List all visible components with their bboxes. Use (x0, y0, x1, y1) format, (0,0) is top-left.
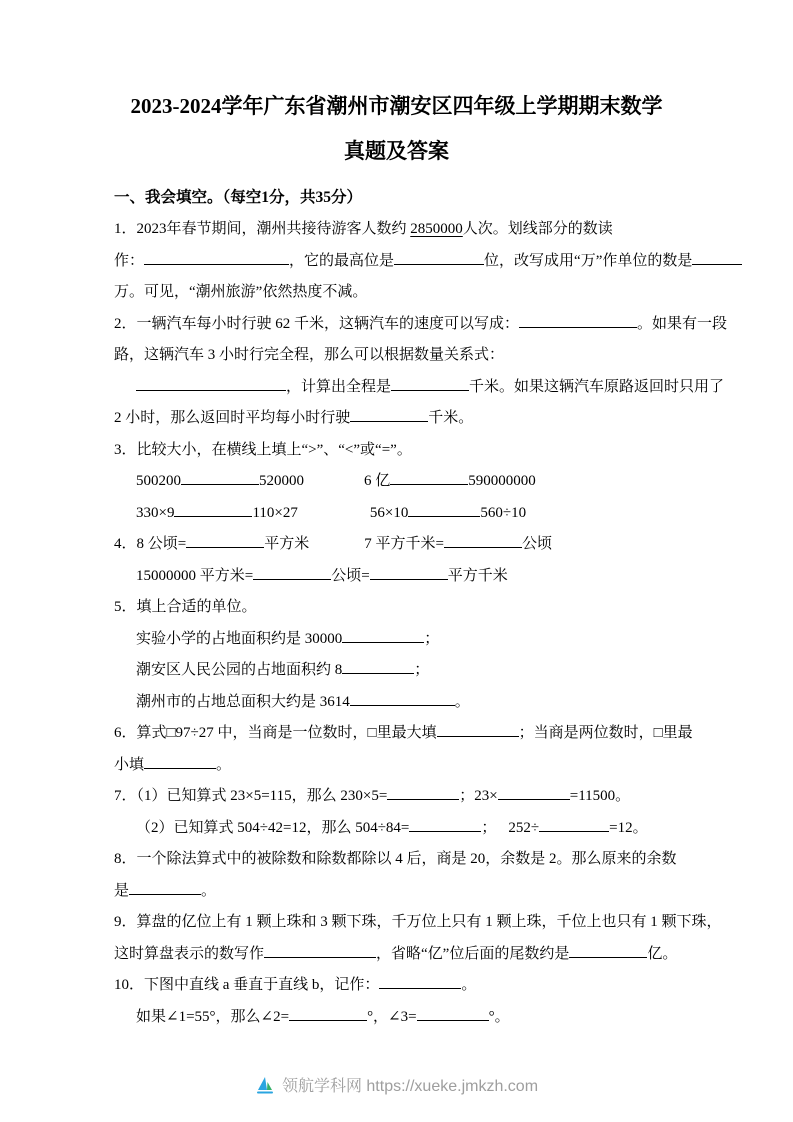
q9-line2 (114, 939, 679, 971)
text-segment: 。 (454, 693, 470, 710)
answer-blank (253, 578, 331, 580)
answer-blank (444, 546, 522, 548)
text-segment: ； (481, 819, 497, 836)
text-segment: 作： (114, 252, 145, 269)
title-line-2: 真题及答案 (344, 139, 449, 163)
text-segment: 15000000 平方米= (136, 567, 254, 584)
text-segment: 2 小时，那么返回时平均每小时行驶 (114, 410, 351, 426)
text-segment: 万。可见，“潮州旅游”依然热度不减。 (114, 284, 368, 300)
q8-line2 (114, 876, 679, 908)
answer-blank (379, 987, 461, 989)
answer-blank (370, 578, 448, 580)
text-segment: 平方米 (264, 536, 310, 552)
text-segment: 平方千米 (447, 567, 508, 584)
q1-line1 (114, 214, 679, 246)
answer-blank (569, 956, 647, 958)
answer-blank (692, 263, 742, 265)
q7-line1 (114, 781, 679, 813)
answer-blank (174, 515, 252, 517)
spacer (496, 831, 508, 832)
text-segment: 3．比较大小，在横线上填上“>”、“<”或“=”。 (114, 441, 412, 458)
text-segment: 实验小学的占地面积约是 30000 (136, 630, 343, 647)
answer-blank (498, 798, 570, 800)
q2-line2 (114, 340, 679, 372)
q2-line1 (114, 309, 728, 341)
text-segment: 6．算式□97÷27 中，当商是一位数时，□里最大填 (114, 725, 437, 741)
text-segment: （2）已知算式 504÷42=12，那么 504÷84= (136, 819, 410, 836)
q5-line1 (114, 592, 679, 624)
text-segment: 人次。划线部分的数读 (462, 221, 613, 237)
text-segment: 500200 (136, 473, 181, 489)
answer-blank (350, 704, 455, 706)
q4-line1 (114, 529, 679, 561)
text-segment: 330×9 (136, 504, 175, 521)
q1-line3 (114, 277, 679, 309)
text-segment: ，计算出全程是 (286, 378, 392, 395)
q1-line2 (114, 246, 693, 278)
answer-blank (391, 389, 469, 391)
answer-blank (186, 546, 264, 548)
q2-line4 (114, 403, 679, 435)
text-segment: 10．下图中直线 a 垂直于直线 b，记作： (114, 977, 380, 993)
text-segment: 7．（1）已知算式 23×5=115，那么 230×5= (114, 788, 388, 804)
q10-line1 (114, 970, 679, 1002)
section-heading: 一、我会填空。（每空1分，共35分） (114, 189, 363, 206)
text-segment: 252÷ (508, 819, 540, 836)
text-segment: 千米。如果这辆汽车原路返回时只用了 (469, 378, 725, 395)
text-segment: 560÷10 (480, 504, 527, 521)
text-segment: =12。 (609, 819, 648, 836)
text-segment: 千米。 (428, 410, 474, 426)
answer-blank (539, 830, 609, 832)
answer-blank (519, 326, 637, 328)
answer-blank (437, 735, 519, 737)
text-segment: 1．2023年春节期间，潮州共接待游客人数约 (114, 221, 411, 237)
answer-blank (390, 483, 468, 485)
answer-blank (289, 1019, 367, 1021)
watermark (0, 1073, 793, 1096)
underlined-number: 2850000 (410, 221, 463, 237)
answer-blank (350, 420, 428, 422)
answer-blank (144, 263, 289, 265)
text-segment: 6 亿 (364, 473, 391, 489)
answer-blank (181, 483, 259, 485)
spacer (309, 547, 364, 548)
q5-line4 (114, 687, 679, 719)
q6-line1 (114, 718, 693, 750)
text-segment: 5．填上合适的单位。 (114, 599, 257, 615)
text-segment: 是 (114, 882, 130, 899)
text-segment: ，它的最高位是 (289, 252, 395, 269)
q8-line1 (114, 844, 679, 876)
text-segment: 小填 (114, 756, 145, 773)
text-segment: °。 (488, 1008, 510, 1025)
text-segment: 。 (201, 882, 217, 899)
answer-blank (129, 893, 201, 895)
text-segment: 4．8 公顷= (114, 536, 187, 552)
answer-blank (342, 641, 424, 643)
text-segment: 8．一个除法算式中的被除数和除数都除以 4 后，商是 20，余数是 2。那么原来的余数 (114, 851, 677, 867)
answer-blank (409, 830, 481, 832)
answer-blank (387, 798, 459, 800)
xueke-logo-icon (255, 1075, 275, 1095)
text-segment: 路，这辆汽车 3 小时行完全程，那么可以根据数量关系式： (114, 347, 505, 363)
text-segment: 2．一辆汽车每小时行驶 62 千米，这辆汽车的速度可以写成： (114, 315, 520, 332)
q3-line2 (114, 466, 679, 498)
text-segment: 。 (216, 756, 232, 773)
text-segment: 110×27 (252, 504, 298, 521)
q2-line3 (114, 372, 725, 404)
q7-line2 (114, 813, 679, 845)
text-segment: 520000 (259, 473, 304, 489)
text-segment: =11500。 (569, 788, 631, 804)
text-segment: 亿。 (647, 945, 678, 962)
spacer (298, 516, 370, 517)
text-segment: 位，改写成用“万”作单位的数是 (484, 252, 693, 269)
text-segment: 9．算盘的亿位上有 1 颗上珠和 3 颗下珠，千万位上只有 1 颗上珠，千位上也只有 1 颗下珠， (114, 914, 722, 930)
watermark-text: 领航学科网 https://xueke.jmkzh.com (281, 1078, 539, 1095)
text-segment: 。 (461, 977, 477, 993)
q3-line3 (114, 498, 679, 530)
text-segment: 如果∠1=55°，那么∠2= (136, 1008, 290, 1025)
q6-line2 (114, 750, 679, 782)
text-segment: ，省略“亿”位后面的尾数约是 (376, 945, 570, 962)
answer-blank (144, 767, 216, 769)
q9-line1 (114, 907, 722, 939)
text-segment: ； (414, 662, 430, 678)
text-segment: 潮州市的占地总面积大约是 3614 (136, 693, 350, 710)
q4-line2 (114, 561, 679, 593)
answer-blank (264, 956, 376, 958)
text-segment: 潮安区人民公园的占地面积约 8 (136, 662, 343, 678)
spacer (304, 484, 364, 485)
q10-line2 (114, 1002, 679, 1034)
answer-blank (417, 1019, 489, 1021)
text-segment: ；当商是两位数时，□里最 (518, 725, 693, 741)
answer-blank (394, 263, 484, 265)
q5-line3 (114, 655, 679, 687)
q3-line1 (114, 435, 679, 467)
text-segment: 。如果有一段 (637, 315, 728, 332)
text-segment: ；23× (459, 788, 498, 804)
answer-blank (342, 672, 414, 674)
text-segment: 7 平方千米= (364, 536, 444, 552)
text-segment: 590000000 (468, 473, 536, 489)
text-segment: °，∠3= (367, 1008, 417, 1025)
document-title (114, 84, 679, 174)
text-segment: 这时算盘表示的数写作 (114, 945, 265, 962)
text-segment: 公顷= (331, 567, 370, 584)
text-segment: 公顷 (521, 536, 552, 552)
text-segment: 56×10 (369, 504, 409, 521)
answer-blank (136, 389, 286, 391)
question-list (114, 214, 728, 1033)
answer-blank (408, 515, 480, 517)
title-line-1: 2023-2024学年广东省潮州市潮安区四年级上学期期末数学 (130, 94, 663, 118)
q5-line2 (114, 624, 679, 656)
text-segment: ； (424, 630, 440, 647)
